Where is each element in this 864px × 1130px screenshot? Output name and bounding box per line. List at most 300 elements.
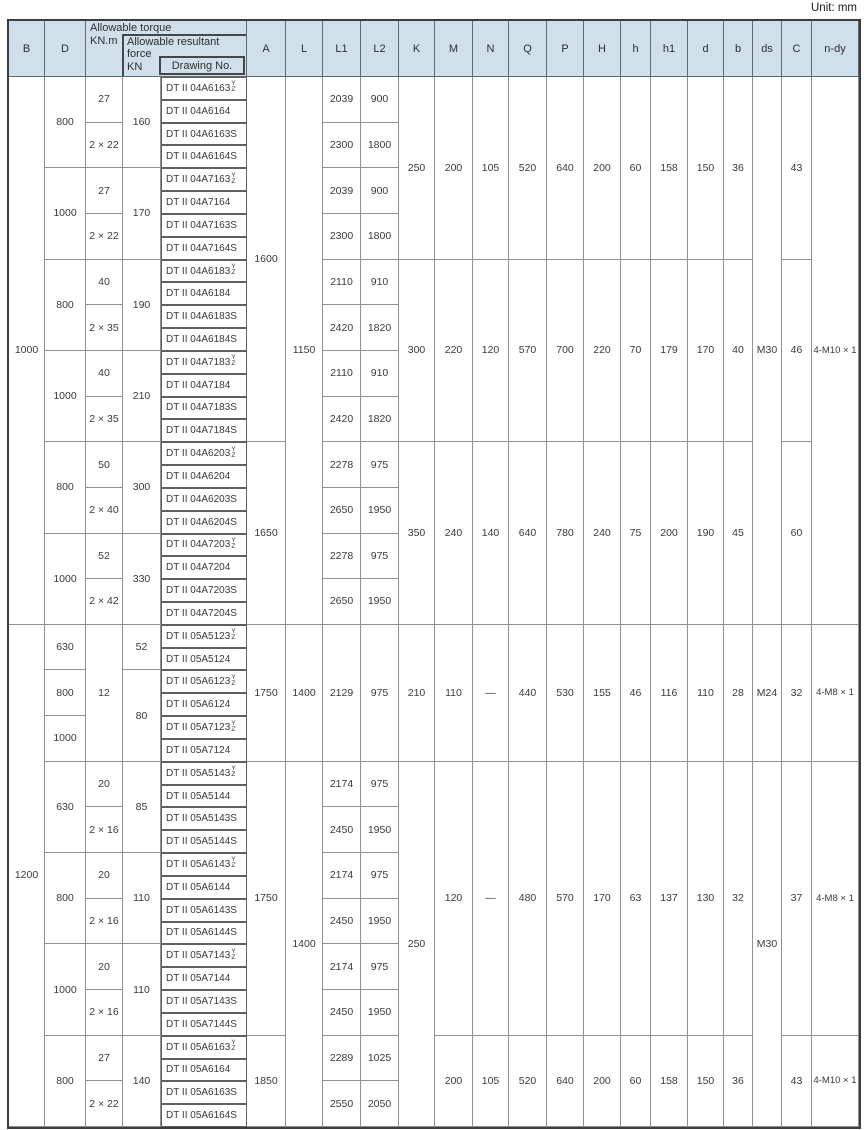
cell-text: 1025 [367,1052,392,1065]
cell-text: 120 [444,892,463,905]
cell-drawing [161,830,247,853]
cell-L1 [323,853,361,899]
cell-text: DT II 05A6123 [166,676,231,688]
cell-text: 700 [556,344,574,357]
cell-text: 630 [56,800,74,813]
cell-text: 800 [56,481,74,494]
cell-text: 52 [135,641,148,654]
cell-M [435,77,473,260]
cell-D [45,625,86,671]
cell-D [45,168,86,259]
cell-text: 2 × 16 [89,915,119,928]
cell-text: 37 [790,892,803,905]
cell-text: 1000 [14,344,39,357]
cell-text: 300 [132,481,151,494]
cell-d [688,260,724,443]
header-K: K [399,21,435,77]
cell-text: DT II 05A6144 [166,881,231,893]
cell-text: 2110 [330,275,353,288]
cell-text: 2174 [329,869,354,882]
cell-text: 4-M10 × 1 [813,344,857,356]
cell-L [286,77,323,625]
cell-A [247,1036,286,1127]
cell-text: 27 [98,184,110,197]
yz-sup: Y [231,171,236,179]
cell-text: DT II 04A7184S [166,425,237,437]
cell-text: 150 [696,161,715,174]
cell-text: 190 [132,298,151,311]
cell-text: 46 [790,344,803,357]
cell-text: 975 [370,686,389,699]
cell-text: 43 [790,161,803,174]
cell-text: 45 [732,527,744,539]
cell-text: 2420 [329,412,354,425]
cell-drawing [161,648,247,671]
cell-drawing [161,739,247,762]
cell-h1 [651,762,688,1036]
cell-text: 1950 [367,504,392,517]
cell-text: 85 [135,800,148,813]
cell-text: DT II 04A7203 [166,539,231,551]
yz-sup: Y [231,1039,236,1047]
cell-text: 630 [56,641,74,654]
cell-text: 46 [629,686,642,699]
cell-D [45,670,86,716]
cell-L1 [323,351,361,397]
header-B: B [9,21,45,77]
cell-text: DT II 04A6184S [166,333,237,345]
cell-M [435,625,473,762]
cell-text: DT II 05A6124 [166,699,231,711]
cell-P [547,77,584,260]
cell-text: 1850 [254,1074,278,1087]
cell-C [782,77,812,260]
cell-text: 110 [133,983,150,996]
cell-P [547,1036,584,1127]
yz-sup: Y [231,354,236,362]
cell-torque [86,123,123,169]
cell-text: 800 [56,892,74,905]
cell-L1 [323,260,361,306]
cell-text: 640 [556,1074,574,1087]
cell-d [688,1036,724,1127]
yz-suffix [231,1040,235,1052]
cell-H [584,1036,621,1127]
cell-n-dy [812,762,859,1036]
cell-d [688,442,724,625]
cell-text: 4-M10 × 1 [813,1075,857,1087]
cell-h1 [651,1036,688,1127]
cell-text: DT II 05A6143 [166,858,231,870]
cell-text: 32 [732,892,744,905]
cell-b [724,762,753,1036]
cell-h [621,77,651,260]
cell-d [688,762,724,1036]
cell-text: M30 [756,937,778,950]
torque-unit: KN.m [90,35,118,47]
cell-torque [86,944,123,990]
cell-text: 1150 [292,344,316,357]
cell-text: 570 [518,344,537,357]
cell-drawing [161,1104,247,1127]
cell-text: 155 [593,686,611,699]
cell-text: 105 [481,1074,500,1087]
cell-text: 1750 [254,686,278,699]
cell-text: 200 [660,527,678,539]
cell-torque [86,77,123,123]
cell-text: 140 [481,527,500,539]
cell-M [435,1036,473,1127]
cell-drawing [161,100,247,123]
cell-torque [86,853,123,899]
cell-text: 250 [407,161,426,174]
cell-torque [86,214,123,260]
cell-text: 2300 [329,138,354,151]
cell-text: 330 [132,572,151,585]
cell-text: 110 [697,686,714,699]
cell-text: 28 [732,686,744,699]
cell-b [724,77,753,260]
cell-h [621,762,651,1036]
cell-L1 [323,807,361,853]
cell-text: 2278 [329,549,354,562]
cell-text: 1000 [53,390,77,403]
cell-text: 2 × 16 [89,823,119,836]
yz-sup: Y [231,445,236,453]
cell-text: 800 [56,686,74,699]
cell-drawing [161,511,247,534]
cell-Q [509,442,547,625]
cell-text: DT II 04A7163S [166,219,237,231]
cell-text: DT II 05A7143 [166,950,231,962]
cell-drawing [161,807,247,830]
cell-text: 640 [518,527,537,539]
cell-text: 1820 [367,321,392,334]
cell-text: DT II 04A6183S [166,311,237,323]
yz-suffix [231,173,235,185]
cell-text: 50 [98,458,110,471]
cell-text: 158 [660,161,678,174]
cell-drawing [161,990,247,1013]
cell-text: 975 [370,778,389,791]
cell-text: DT II 04A7204 [166,562,231,574]
cell-text: 20 [98,960,110,973]
cell-drawing [161,670,247,693]
cell-L1 [323,442,361,488]
header-b: b [724,21,753,77]
cell-L2 [361,625,399,762]
cell-text: 975 [370,960,389,973]
cell-text: DT II 05A6144S [166,927,237,939]
cell-text: 160 [132,116,151,129]
cell-ds [753,77,782,625]
cell-force [123,77,161,168]
unit-label: Unit: mm [811,2,857,14]
cell-A [247,442,286,625]
cell-text: DT II 04A7163 [166,174,231,186]
cell-text: DT II 04A6203 [166,448,231,460]
cell-h1 [651,260,688,443]
spec-table [7,19,861,1129]
cell-force [123,853,161,944]
cell-P [547,442,584,625]
cell-text: DT II 05A6164S [166,1110,237,1122]
yz-suffix [231,81,235,93]
force-label: Allowable resultant force [127,36,220,60]
cell-L2 [361,397,399,443]
cell-B [9,77,45,625]
cell-text: 520 [518,1074,537,1087]
yz-sup: Y [231,765,236,773]
cell-text: 2289 [329,1052,354,1065]
cell-force [123,168,161,259]
cell-text: 2420 [329,321,354,334]
cell-text: 120 [481,344,500,357]
header-n-dy: n-dy [812,21,859,77]
cell-text: 480 [518,892,537,905]
cell-P [547,625,584,762]
cell-text: DT II 05A6164 [166,1064,231,1076]
yz-sub: Z [231,634,236,642]
cell-ds [753,762,782,1127]
cell-drawing [161,419,247,442]
cell-text: DT II 05A7144S [166,1018,237,1030]
cell-text: DT II 05A7124 [166,744,231,756]
yz-sub: Z [231,177,236,185]
cell-text: 27 [98,1052,110,1065]
header-h: h [621,21,651,77]
cell-text: 2 × 22 [89,138,119,151]
cell-h [621,625,651,762]
cell-drawing [161,305,247,328]
cell-text: 1820 [367,412,392,425]
yz-sub: Z [231,862,236,870]
cell-text: 350 [407,527,426,539]
cell-text: 158 [660,1074,678,1087]
cell-drawing [161,145,247,168]
cell-L2 [361,944,399,990]
cell-text: 60 [629,161,642,174]
cell-text: 975 [370,869,389,882]
cell-A [247,625,286,762]
cell-drawing [161,693,247,716]
yz-sup: Y [231,947,236,955]
cell-M [435,260,473,443]
cell-text: 1000 [53,207,77,220]
cell-L2 [361,807,399,853]
cell-L2 [361,214,399,260]
cell-text: 170 [696,344,715,357]
cell-M [435,442,473,625]
cell-drawing [161,1013,247,1036]
cell-text: DT II 04A6204 [166,470,231,482]
cell-L1 [323,625,361,762]
cell-text: DT II 04A7203S [166,585,237,597]
cell-text: 210 [407,686,426,699]
cell-text: DT II 04A6164 [166,105,231,117]
cell-text: 440 [518,686,537,699]
cell-K [399,77,435,260]
cell-H [584,260,621,443]
cell-drawing [161,785,247,808]
cell-H [584,77,621,260]
cell-drawing [161,556,247,579]
cell-L1 [323,488,361,534]
cell-text: DT II 04A7183 [166,356,231,368]
cell-L1 [323,168,361,214]
header-torque-group [86,21,247,77]
cell-drawing [161,602,247,625]
cell-drawing [161,967,247,990]
cell-n-dy [812,1036,859,1127]
cell-text: DT II 04A7184 [166,379,231,391]
cell-text: 27 [98,93,110,106]
cell-A [247,77,286,442]
cell-force [123,260,161,351]
cell-text: 137 [660,892,678,905]
cell-torque [86,762,123,808]
cell-text: 1650 [254,527,278,539]
cell-L1 [323,1036,361,1082]
cell-text: 2650 [329,504,354,517]
cell-text: 32 [790,686,803,699]
cell-drawing [161,1081,247,1104]
cell-text: 1950 [367,1006,392,1019]
header-ds: ds [753,21,782,77]
cell-N [473,1036,509,1127]
cell-text: 2174 [329,778,354,791]
yz-sup: Y [231,719,236,727]
cell-text: 75 [629,527,642,539]
cell-text: DT II 05A5143S [166,813,237,825]
cell-drawing [161,944,247,967]
cell-K [399,442,435,625]
cell-text: M30 [756,344,778,357]
cell-M [435,762,473,1036]
cell-L2 [361,351,399,397]
cell-text: 110 [445,686,462,699]
cell-text: 520 [518,161,537,174]
cell-D [45,1036,86,1127]
cell-text: 70 [629,344,642,357]
cell-text: DT II 04A6184 [166,288,231,300]
cell-text: 2450 [329,823,354,836]
yz-sup: Y [231,673,236,681]
cell-text: DT II 04A7183S [166,402,237,414]
cell-L1 [323,77,361,123]
cell-text: 250 [407,937,426,950]
cell-text: 1000 [53,572,77,585]
cell-torque [86,990,123,1036]
cell-L2 [361,488,399,534]
cell-torque [86,807,123,853]
cell-text: 640 [556,161,574,174]
cell-drawing [161,625,247,648]
cell-text: 4-M8 × 1 [816,687,854,699]
header-Q: Q [509,21,547,77]
cell-drawing [161,168,247,191]
cell-C [782,762,812,1036]
cell-force [123,625,161,671]
cell-text: 2039 [329,93,354,106]
cell-text: 170 [132,207,151,220]
cell-L2 [361,168,399,214]
cell-P [547,260,584,443]
cell-C [782,625,812,762]
cell-L2 [361,77,399,123]
cell-L2 [361,305,399,351]
cell-text: 2129 [329,686,354,699]
cell-text: 200 [593,1074,611,1087]
cell-L2 [361,762,399,808]
cell-L1 [323,305,361,351]
cell-D [45,260,86,351]
cell-torque [86,442,123,488]
cell-text: 40 [98,367,110,380]
cell-Q [509,77,547,260]
cell-text: 110 [133,892,150,905]
cell-text: 105 [481,161,500,174]
cell-text: 1400 [292,937,316,950]
cell-L1 [323,762,361,808]
cell-b [724,260,753,443]
cell-L2 [361,853,399,899]
cell-text: 190 [696,527,715,539]
cell-text: DT II 04A6164S [166,151,237,163]
cell-D [45,534,86,625]
cell-text: 40 [732,344,744,357]
cell-Q [509,260,547,443]
cell-L1 [323,1081,361,1127]
cell-L2 [361,442,399,488]
cell-text: 52 [98,549,110,562]
cell-force [123,351,161,442]
cell-text: 179 [660,344,678,357]
cell-h [621,1036,651,1127]
cell-torque [86,1036,123,1082]
cell-drawing [161,237,247,260]
cell-force [123,670,161,761]
cell-text: 2110 [330,367,353,380]
cell-text: — [485,686,496,699]
cell-D [45,762,86,853]
cell-torque [86,397,123,443]
cell-b [724,442,753,625]
yz-suffix [231,857,235,869]
cell-L1 [323,579,361,625]
cell-text: 170 [593,892,611,905]
cell-D [45,944,86,1035]
yz-suffix [231,264,235,276]
yz-sub: Z [231,725,236,733]
yz-suffix [231,355,235,367]
cell-L2 [361,260,399,306]
cell-text: 2174 [329,960,354,973]
header-D: D [45,21,86,77]
cell-drawing [161,328,247,351]
cell-L1 [323,397,361,443]
cell-text: DT II 05A6163 [166,1041,231,1053]
cell-text: 2 × 16 [89,1006,119,1019]
cell-drawing [161,716,247,739]
force-unit: KN [127,61,143,73]
cell-text: DT II 04A6203S [166,493,237,505]
cell-text: DT II 05A7144 [166,973,231,985]
cell-drawing [161,351,247,374]
yz-sub: Z [231,542,236,550]
cell-torque [86,899,123,945]
cell-text: DT II 05A5144S [166,836,237,848]
